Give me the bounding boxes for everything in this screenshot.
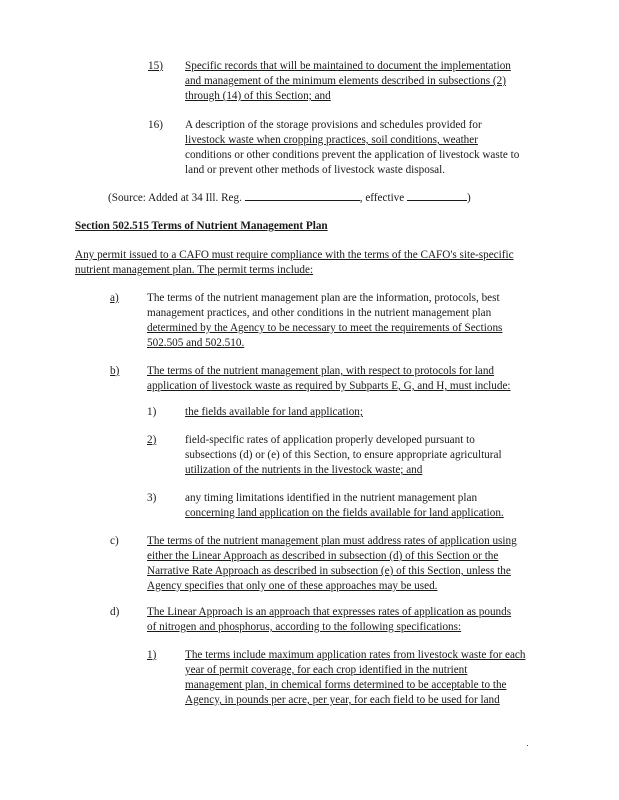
item-label-d: d) [110, 606, 120, 618]
text-line: either the Linear Approach as described in subsection (d) of this Section or the [147, 550, 499, 562]
text-line: The terms include maximum application rates from livestock waste for each [185, 649, 526, 661]
text-line: through (14) of this Section; and [185, 90, 331, 102]
text-line: Narrative Rate Approach as described in subsection (e) of this Section, unless the [147, 565, 511, 577]
item-label-b: b) [110, 365, 120, 377]
subitem-label-b2: 2) [147, 434, 157, 446]
text-line: any timing limitations identified in the nutrient management plan [185, 492, 478, 504]
text-line: utilization of the nutrients in the livestock waste; and [185, 464, 423, 476]
subitem-b3-text [185, 491, 565, 521]
text-line: year of permit coverage, for each crop identified in the nutrient [185, 664, 468, 676]
text-line: management practices, and other conditions in the nutrient management plan [147, 307, 492, 319]
text-line: of nitrogen and phosphorus, according to the following specifications: [147, 621, 462, 633]
item-a-text [147, 291, 567, 351]
text-line: land or prevent other methods of livestock waste disposal. [185, 164, 446, 176]
item-d-text [147, 605, 567, 635]
subitem-label-b3: 3) [147, 492, 157, 504]
text-line: application of livestock waste as required by Subparts E, G, and H, must include: [147, 380, 511, 392]
source-note-middle: , effective [359, 192, 408, 204]
text-line: The terms of the nutrient management plan must address rates of application using [147, 535, 517, 547]
text-line: 502.505 and 502.510. [147, 337, 245, 349]
text-line: livestock waste when cropping practices, soil conditions, weather [185, 134, 478, 146]
subitem-b2-text [185, 433, 565, 478]
subitem-b1-text [185, 405, 565, 420]
text-line: conditions or other conditions prevent the application of livestock waste to [185, 149, 520, 161]
subitem-d1-text [185, 648, 565, 708]
text-line: concerning land application on the fields available for land application. [185, 507, 504, 519]
text-line: Specific records that will be maintained to document the implementation [185, 60, 511, 72]
text-line: subsections (d) or (e) of this Section, to ensure appropriate agricultural [185, 449, 502, 461]
source-note-suffix: ) [467, 192, 471, 204]
list-label-16: 16) [148, 119, 163, 131]
scan-speck [527, 745, 528, 746]
text-line: management plan, in chemical forms determined to be acceptable to the [185, 679, 507, 691]
subitem-label-d1: 1) [147, 649, 157, 661]
text-line: Agency, in pounds per acre, per year, for each field to be used for land [185, 694, 500, 706]
section-heading: Section 502.515 Terms of Nutrient Management Plan [75, 220, 328, 232]
blank-line [245, 189, 305, 201]
text-line: A description of the storage provisions and schedules provided for [185, 119, 482, 131]
text-line: The Linear Approach is an approach that expresses rates of application as pounds [147, 606, 512, 618]
subitem-label-b1: 1) [147, 406, 157, 418]
blank-line [305, 189, 360, 201]
list-label-15: 15) [148, 60, 163, 72]
text-line: the fields available for land application; [185, 406, 364, 418]
text-line: The terms of the nutrient management plan are the information, protocols, best [147, 292, 500, 304]
item-c-text [147, 534, 567, 594]
text-line: Any permit issued to a CAFO must require compliance with the terms of the CAFO's site-specific [75, 249, 514, 261]
text-line: Agency specifies that only one of these approaches may be used. [147, 580, 438, 592]
text-line: determined by the Agency to be necessary to meet the requirements of Sections [147, 322, 503, 334]
item-b-text [147, 364, 567, 394]
source-note-prefix: (Source: Added at 34 Ill. Reg. [108, 192, 245, 204]
item-16-text [185, 118, 565, 178]
text-line: The terms of the nutrient management plan, with respect to protocols for land [147, 365, 495, 377]
blank-line [407, 189, 467, 201]
intro-paragraph [75, 248, 565, 278]
text-line: nutrient management plan. The permit terms include: [75, 264, 314, 276]
item-label-a: a) [110, 292, 119, 304]
source-note [108, 189, 471, 206]
item-label-c: c) [110, 535, 119, 547]
text-line: field-specific rates of application properly developed pursuant to [185, 434, 475, 446]
item-15-text [185, 59, 565, 104]
text-line: and management of the minimum elements described in subsections (2) [185, 75, 506, 87]
